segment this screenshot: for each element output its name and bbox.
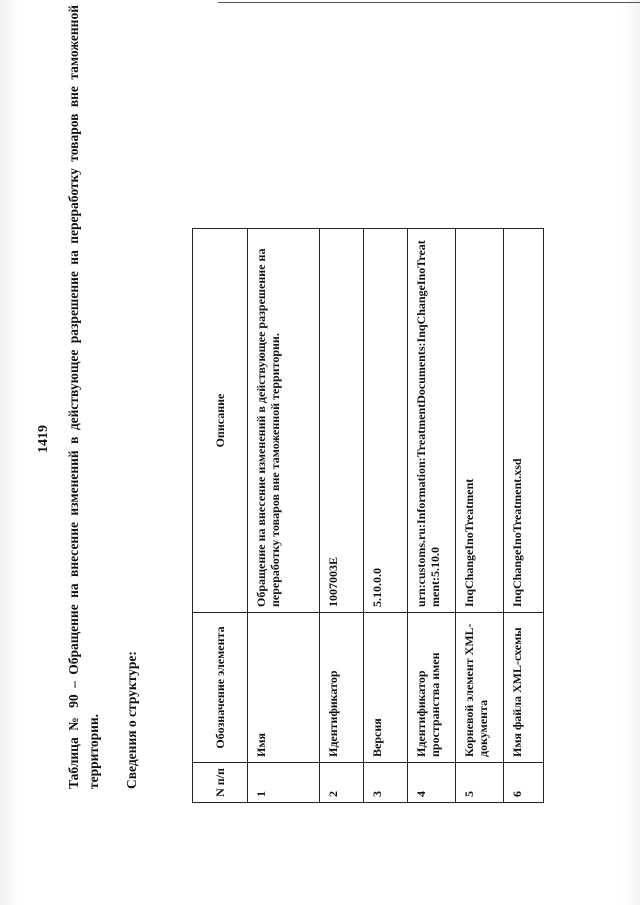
row-description: 1007003E	[320, 229, 364, 613]
row-description: InqChangeInoTreatment	[456, 229, 504, 613]
table-row	[504, 229, 544, 803]
row-number: 3	[364, 763, 408, 803]
table-caption-continued: территории.	[86, 713, 101, 789]
row-number: 1	[248, 763, 320, 803]
header-number: N п/п	[193, 763, 248, 803]
table-caption: Таблица № 90 – Обращение на внесение изменений в действующее разрешение на переработку товаров вне таможенной	[66, 5, 81, 789]
row-element-name: Идентификатор пространства имен	[408, 613, 456, 763]
table-row	[248, 229, 320, 803]
header-description: Описание	[193, 229, 248, 613]
header-element-name: Обозначение элемента	[193, 613, 248, 763]
row-number: 2	[320, 763, 364, 803]
page-number: 1419	[36, 425, 51, 453]
row-number: 6	[504, 763, 544, 803]
row-element-name: Имя файла XML-схемы	[504, 613, 544, 763]
table-row	[408, 229, 456, 803]
row-description: Обращение на внесение изменений в действующее разрешение на переработку товаров вне таможенной территории.	[248, 229, 320, 613]
row-description: urn:customs.ru:Information:TreatmentDocuments:InqChangeInoTreatment:5.10.0	[408, 229, 456, 613]
structure-table	[192, 228, 544, 803]
structure-intro: Сведения о структуре:	[124, 651, 139, 789]
table-row	[456, 229, 504, 803]
row-description: InqChangeInoTreatment.xsd	[504, 229, 544, 613]
row-element-name: Идентификатор	[320, 613, 364, 763]
row-number: 4	[408, 763, 456, 803]
table-row	[320, 229, 364, 803]
row-element-name: Корневой элемент XML-документа	[456, 613, 504, 763]
row-number: 5	[456, 763, 504, 803]
row-element-name: Имя	[248, 613, 320, 763]
table-row	[364, 229, 408, 803]
row-element-name: Версия	[364, 613, 408, 763]
table-header-row	[193, 229, 248, 803]
row-description: 5.10.0.0	[364, 229, 408, 613]
